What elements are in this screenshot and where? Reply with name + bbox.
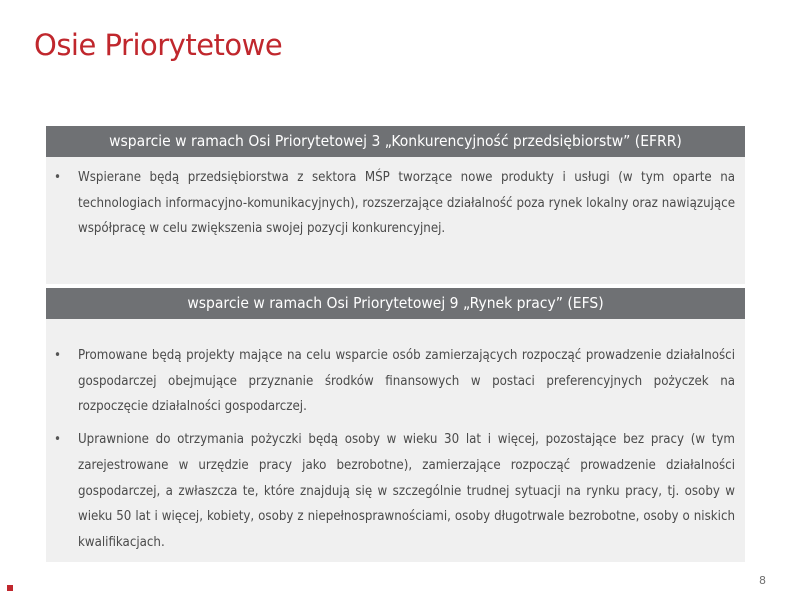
section-body-axis-3 [46, 157, 745, 284]
bullet-text: Promowane będą projekty mające na celu wsparcie osób zamierzających rozpocząć prowadzenie działalności gospodarczej obejmujące przyznanie środków finansowych w postaci preferencyjnych pożyczek na rozpoczęcie działalności gospodarczej. [78, 348, 735, 415]
bullet-icon: • [54, 170, 61, 185]
list-item [46, 427, 745, 556]
list-item [46, 165, 745, 242]
section-header-axis-9: wsparcie w ramach Osi Priorytetowej 9 „Rynek pracy” (EFS) [46, 288, 745, 319]
bullet-text: Uprawnione do otrzymania pożyczki będą osoby w wieku 30 lat i więcej, pozostające bez pracy (w tym zarejestrowane w urzędzie pracy jako bezrobotne), zamierzające rozpocząć prowadzenie działalności gospodarczej, a zwłaszcza te, które znajdują się w szczególnie trudnej sytuacji na rynku pracy, tj. osoby w wieku 50 lat i więcej, kobiety, osoby z niepełnosprawnościami, osoby długotrwale bezrobotne, osoby o niskich kwalifikacjach. [78, 432, 735, 550]
list-item [46, 343, 745, 420]
bullet-list [46, 165, 745, 242]
page-number: 8 [759, 574, 766, 587]
corner-logo-mark [7, 585, 13, 591]
page-title: Osie Priorytetowe [34, 28, 283, 62]
bullet-list [46, 343, 745, 556]
section-header-axis-3: wsparcie w ramach Osi Priorytetowej 3 „Konkurencyjność przedsiębiorstw” (EFRR) [46, 126, 745, 157]
bullet-icon: • [54, 348, 61, 363]
bullet-text: Wspierane będą przedsiębiorstwa z sektora MŚP tworzące nowe produkty i usługi (w tym oparte na technologiach informacyjno-komunikacyjnych), rozszerzające działalność poza rynek lokalny oraz nawiązujące współpracę w celu zwiększenia swojej pozycji konkurencyjnej. [78, 170, 735, 237]
section-body-axis-9 [46, 319, 745, 562]
bullet-icon: • [54, 432, 61, 448]
